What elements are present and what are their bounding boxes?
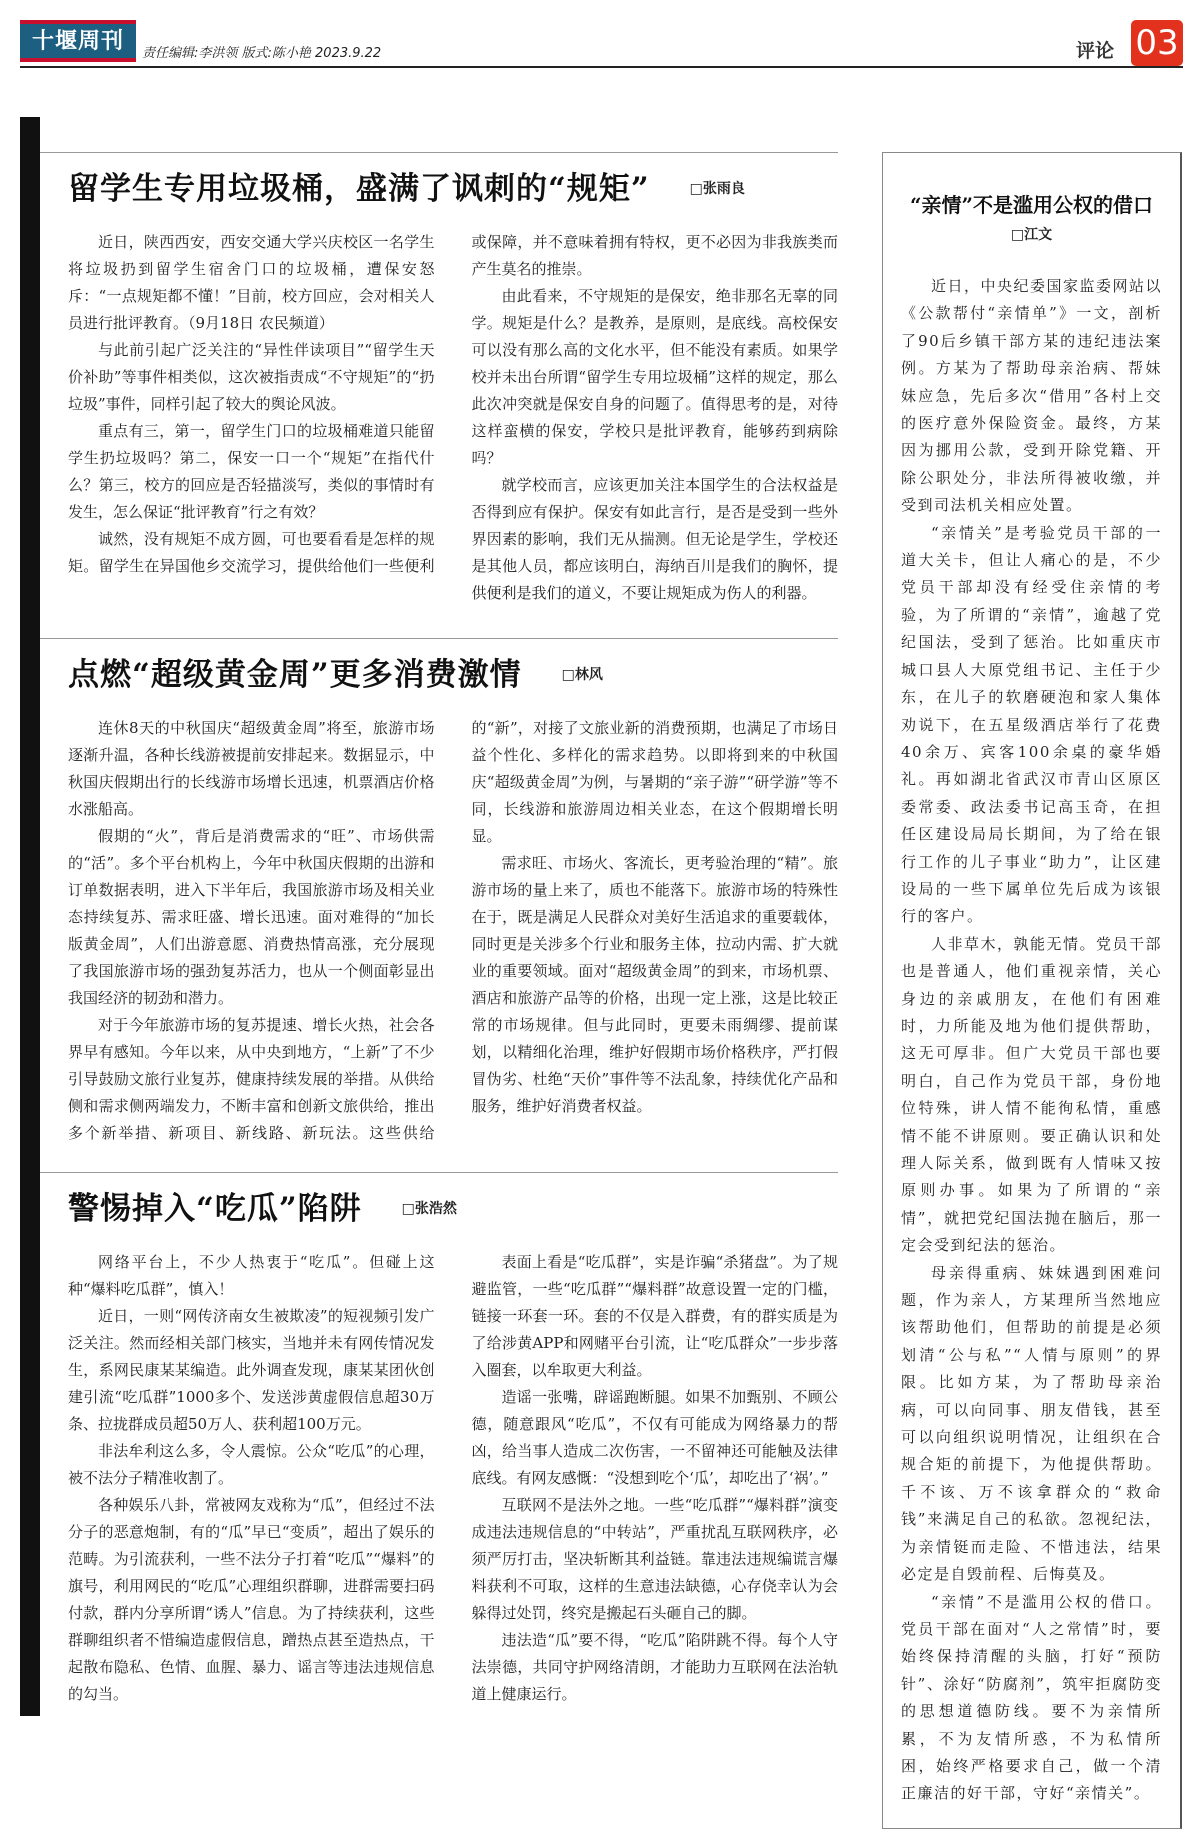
- paragraph: 近日，中央纪委国家监委网站以《公款帮付“亲情单”》一文，剖析了90后乡镇干部方某的违纪违法案例。方某为了帮助母亲治病、帮妹妹应急，先后多次“借用”各村上交的医疗意外保险资金。最终，方某因为挪用公款，受到开除党籍、开除公职处分，非法所得被收缴，并受到司法机关相应处置。: [901, 277, 1163, 515]
- paragraph: 近日，一则“网传济南女生被欺凌”的短视频引发广泛关注。然而经相关部门核实，当地并未有网传情况发生，系网民康某某编造。此外调查发现，康某某团伙创建引流“吃瓜群”1000多个、发送涉黄虚假信息超30万条、拉拢群成员超50万人、获利超100万元。: [68, 1307, 435, 1433]
- paragraph: 各种娱乐八卦，常被网友戏称为“瓜”，但经过不法分子的恶意炮制，有的“瓜”早已“变质”，超出了娱乐的范畴。为引流获利，一些不法分子打着“吃瓜”“爆料”的旗号，利用网民的“吃瓜”心理组织群聊，进群需要扫码付款，群内分享所谓“诱人”信息。为了持续获利，这些群聊组织者不惜编造虚假信息，蹭热点甚至造热点，干起散布隐私、色情、血腥、暴力、谣言等违法违规信息的勾当。: [68, 1496, 435, 1703]
- article-byline: □张浩然: [401, 1201, 457, 1217]
- newspaper-logo: 十堰周刊: [20, 20, 136, 62]
- article-title: 警惕掉入“吃瓜”陷阱: [68, 1191, 362, 1227]
- page-number-badge: 03: [1131, 20, 1183, 66]
- header-rule: [20, 66, 1183, 68]
- paragraph: 诚然，没有规矩不成方圆，可也要看看是怎样的规矩。留学生在异国他乡交流学习，提供给他们一些便利或保障，并不意味着拥有特权，更不必因为非我族类而产生莫名的推崇。: [68, 233, 838, 575]
- section-name: 评论: [1076, 40, 1115, 62]
- paragraph: 网络平台上，不少人热衷于“吃瓜”。但碰上这种“爆料吃瓜群”，慎入！: [68, 1253, 435, 1298]
- paragraph: 互联网不是法外之地。一些“吃瓜群”“爆料群”演变成违法违规信息的“中转站”，严重扰乱互联网秩序，必须严厉打击，坚决斩断其利益链。靠违法违规编谎言爆料获利不可取，这样的生意违法缺德，心存侥幸认为会躲得过处罚，终究是搬起石头砸自己的脚。: [471, 1496, 838, 1622]
- paragraph: 违法造“瓜”要不得，“吃瓜”陷阱跳不得。每个人守法崇德，共同守护网络清朗，才能助力互联网在法治轨道上健康运行。: [471, 1631, 838, 1703]
- article-body: [68, 229, 838, 607]
- paragraph: 母亲得重病、妹妹遇到困难问题，作为亲人，方某理所当然地应该帮助他们，但帮助的前提是必须划清“公与私”“人情与原则”的界限。比如方某，为了帮助母亲治病，可以向同事、朋友借钱，甚至可以向组织说明情况，让组织在合规合矩的前提下，为他提供帮助。千不该、万不该拿群众的“救命钱”来满足自己的私欲。忽视纪法，为亲情铤而走险、不惜违法，结果必定是自毁前程、后悔莫及。: [901, 1263, 1162, 1584]
- article-body: [68, 1249, 838, 1708]
- article-foreign-student-bins: [40, 152, 838, 638]
- paragraph: 近日，陕西西安，西安交通大学兴庆校区一名学生将垃圾扔到留学生宿舍门口的垃圾桶，遭保安怒斥：“一点规矩都不懂！”目前，校方回应，会对相关人员进行批评教育。（9月18日 农民频道）: [68, 233, 435, 332]
- paragraph: 与此前引起广泛关注的“异性伴读项目”“留学生天价补助”等事件相类似，这次被指责成“不守规矩”的“扔垃圾”事件，同样引起了较大的舆论风波。: [68, 341, 435, 413]
- main-column: [40, 152, 838, 1732]
- paragraph: 连休8天的中秋国庆“超级黄金周”将至，旅游市场逐渐升温，各种长线游被提前安排起来。数据显示，中秋国庆假期出行的长线游市场增长迅速，机票酒店价格水涨船高。: [68, 719, 435, 818]
- paragraph: 就学校而言，应该更加关注本国学生的合法权益是否得到应有保护。保安有如此言行，是否是受到一些外界因素的影响，我们无从揣测。但无论是学生，学校还是其他人员，都应该明白，海纳百川是我们的胸怀，提供便利是我们的道义，不要让规矩成为伤人的利器。: [471, 476, 838, 602]
- paragraph: 非法牟利这么多，令人震惊。公众“吃瓜”的心理，被不法分子精准收割了。: [68, 1442, 435, 1487]
- paragraph: 假期的“火”，背后是消费需求的“旺”、市场供需的“活”。多个平台机构上，今年中秋国庆假期的出游和订单数据表明，进入下半年后，我国旅游市场及相关业态持续复苏、需求旺盛、增长迅速。面对难得的“加长版黄金周”，人们出游意愿、消费热情高涨，充分展现了我国旅游市场的强劲复苏活力，也从一个侧面彰显出我国经济的韧劲和潜力。: [68, 827, 435, 1007]
- paragraph: 对于今年旅游市场的复苏提速、增长火热，社会各界早有感知。今年以来，从中央到地方，“上新”了不少引导鼓励文旅行业复苏，健康持续发展的举措。从供给侧和需求侧两端发力，不断丰富和创新文旅供给，推出多个新举措、新项目、新线路、新玩法。这些供给的“新”，对接了文旅业新的消费预期，也满足了市场日益个性化、多样化的需求趋势。以即将到来的中秋国庆“超级黄金周”为例，与暑期的“亲子游”“研学游”等不同，长线游和旅游周边相关业态，在这个假期增长明显。: [68, 719, 838, 1142]
- paragraph: “亲情”不是滥用公权的借口。党员干部在面对“人之常情”时，要始终保持清醒的头脑，打好“预防针”、涂好“防腐剂”，筑牢拒腐防变的思想道德防线。要不为亲情所累，不为友情所惑，不为私情所困，始终严格要求自己，做一个清正廉洁的好干部，守好“亲情关”。: [901, 1592, 1162, 1803]
- article-title: 留学生专用垃圾桶，盛满了讽刺的“规矩”: [68, 171, 650, 207]
- sidebar-body: [901, 273, 1162, 1808]
- sidebar-commentary: [882, 152, 1182, 1829]
- article-golden-week: [40, 638, 838, 1172]
- paragraph: “亲情关”是考验党员干部的一道大关卡，但让人痛心的是，不少党员干部却没有经受住亲情的考验，为了所谓的“亲情”，逾越了党纪国法，受到了惩治。比如重庆市城口县人大原党组书记、主任于少东，在儿子的软磨硬泡和家人集体劝说下，在五星级酒店举行了花费40余万、宾客100余桌的豪华婚礼。再如湖北省武汉市青山区原区委常委、政法委书记高玉奇，在担任区建设局局长期间，为了给在银行工作的儿子事业“助力”，让区建设局的一些下属单位先后成为该银行的客户。: [901, 523, 1162, 926]
- paragraph: 需求旺、市场火、客流长，更考验治理的“精”。旅游市场的量上来了，质也不能落下。旅游市场的特殊性在于，既是满足人民群众对美好生活追求的重要载体，同时更是关涉多个行业和服务主体，拉动内需、扩大就业的重要领域。面对“超级黄金周”的到来，市场机票、酒店和旅游产品等的价格，出现一定上涨，这是比较正常的市场规律。但与此同时，更要未雨绸缪、提前谋划，以精细化治理，维护好假期市场价格秩序，严打假冒伪劣、杜绝“天价”事件等不法乱象，持续优化产品和服务，维护好消费者权益。: [471, 854, 838, 1115]
- sidebar-byline: □江文: [1010, 227, 1053, 243]
- sidebar-title: “亲情”不是滥用公权的借口: [909, 193, 1153, 217]
- paragraph: 造谣一张嘴，辟谣跑断腿。如果不加甄别、不顾公德，随意跟风“吃瓜”，不仅有可能成为网络暴力的帮凶，给当事人造成二次伤害，一不留神还可能触及法律底线。有网友感慨：“没想到吃个‘瓜’，却吃出了‘祸’。”: [471, 1388, 838, 1487]
- article-title: 点燃“超级黄金周”更多消费激情: [68, 657, 522, 693]
- article-byline: □林风: [561, 667, 603, 683]
- paragraph: 人非草木，孰能无情。党员干部也是普通人，他们重视亲情，关心身边的亲戚朋友，在他们有困难时，力所能及地为他们提供帮助，这无可厚非。但广大党员干部也要明白，自己作为党员干部，身份地位特殊，讲人情不能徇私情，重感情不能不讲原则。要正确认识和处理人际关系，做到既有人情味又按原则办事。如果为了所谓的“亲情”，就把党纪国法抛在脑后，那一定会受到纪法的惩治。: [901, 934, 1163, 1255]
- paragraph: 重点有三，第一，留学生门口的垃圾桶难道只能留学生扔垃圾吗？第二，保安一口一个“规矩”在指代什么？第三，校方的回应是否轻描淡写，类似的事情时有发生，怎么保证“批评教育”行之有效？: [68, 422, 435, 521]
- article-gossip-trap: [40, 1172, 838, 1732]
- paragraph: 由此看来，不守规矩的是保安，绝非那名无辜的同学。规矩是什么？是教养，是原则，是底线。高校保安可以没有那么高的文化水平，但不能没有素质。如果学校并未出台所谓“留学生专用垃圾桶”这样的规定，那么此次冲突就是保安自身的问题了。值得思考的是，对待这样蛮横的保安，学校只是批评教育，能够药到病除吗？: [471, 287, 838, 467]
- article-byline: □张雨良: [689, 181, 745, 197]
- editor-credits: 责任编辑:李洪领 版式:陈小艳 2023.9.22: [142, 46, 382, 61]
- article-body: [68, 715, 838, 1147]
- left-black-bar: [20, 117, 40, 1716]
- paragraph: 表面上看是“吃瓜群”，实是诈骗“杀猪盘”。为了规避监管，一些“吃瓜群”“爆料群”故意设置一定的门槛，链接一环套一环。套的不仅是入群费，有的群实质是为了给涉黄APP和网赌平台引流，让“吃瓜群众”一步步落入圈套，以牟取更大利益。: [471, 1253, 838, 1379]
